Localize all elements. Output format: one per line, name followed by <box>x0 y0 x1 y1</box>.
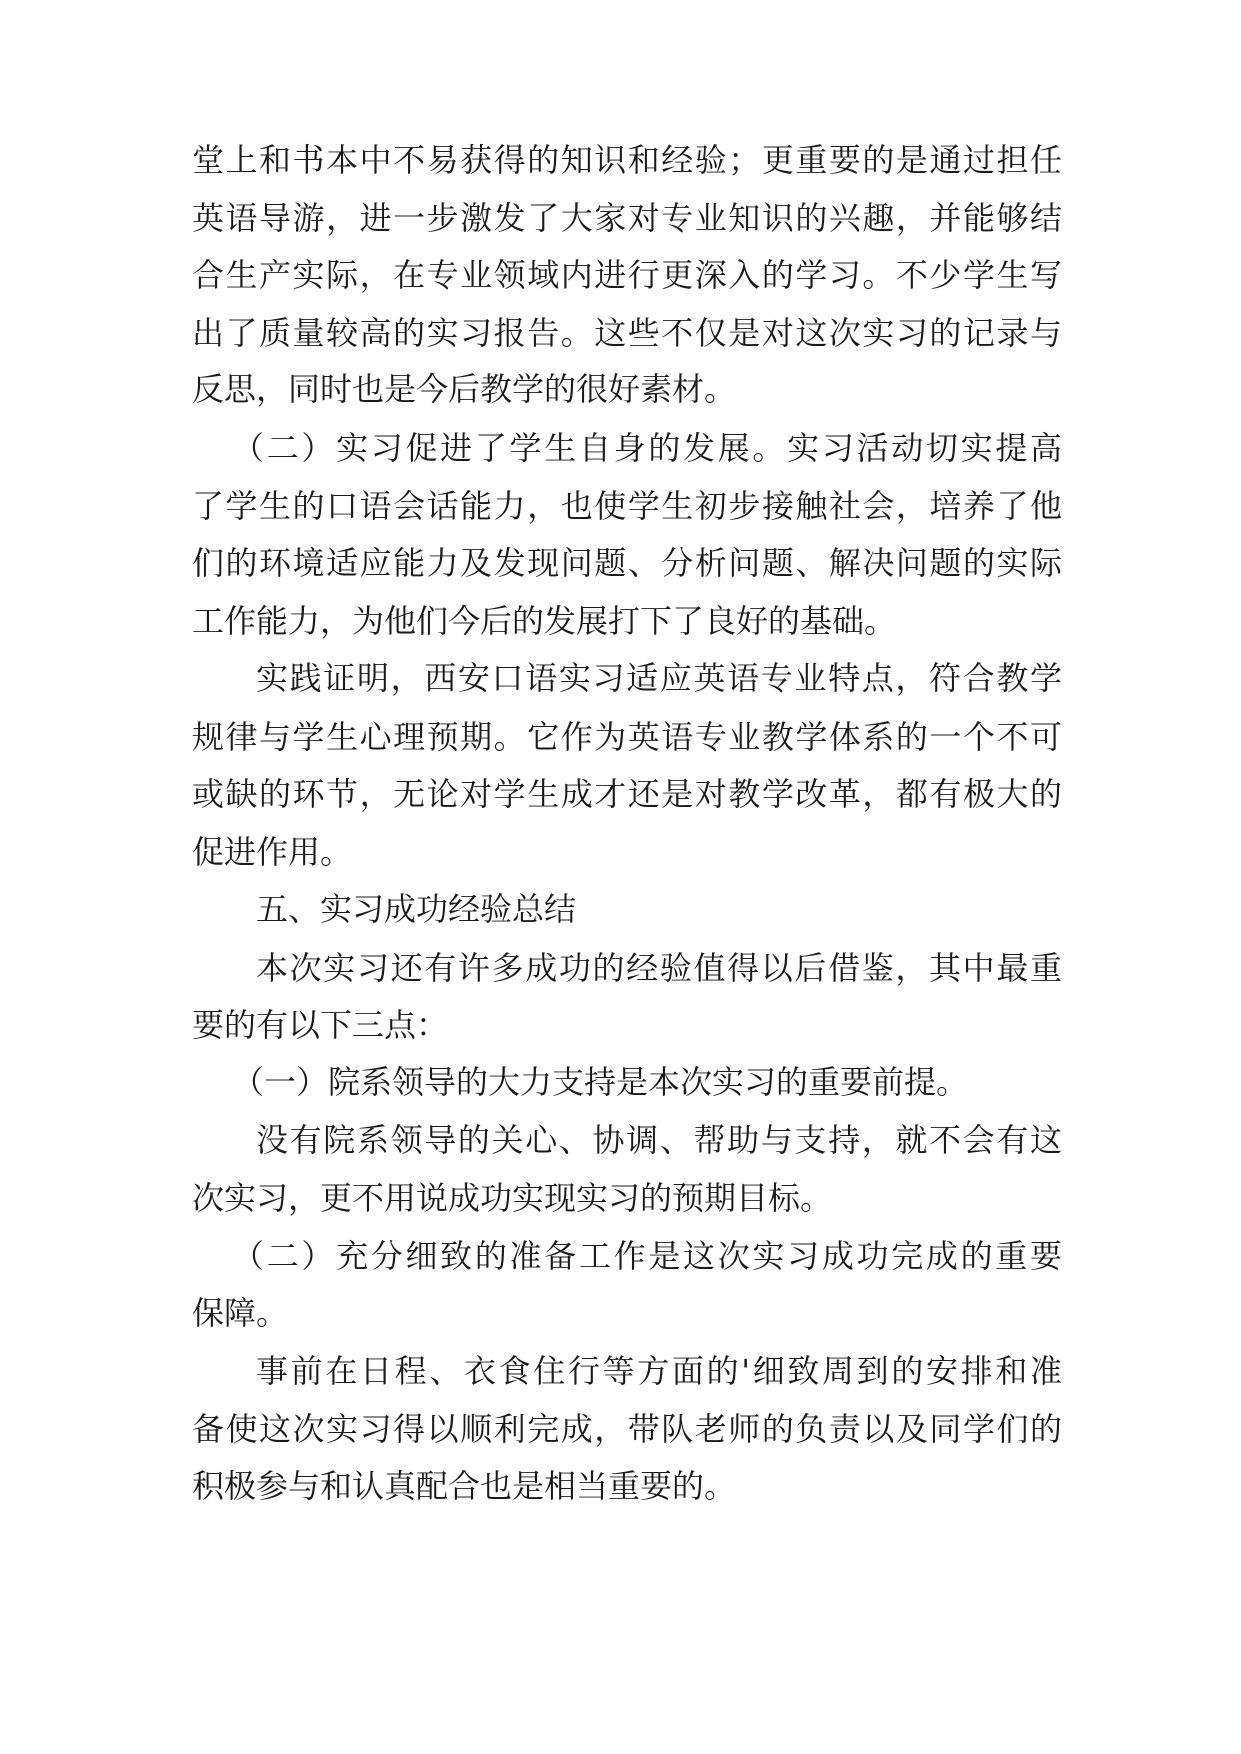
text-line: 英语导游，进一步激发了大家对专业知识的兴趣，并能够结 <box>192 199 1062 237</box>
text-line: 反思，同时也是今后教学的很好素材。 <box>192 370 737 408</box>
text-line: 次实习，更不用说成功实现实习的预期目标。 <box>192 1179 833 1217</box>
text-line: 积极参与和认真配合也是相当重要的。 <box>192 1467 737 1505</box>
text-line: 没有院系领导的关心、协调、帮助与支持，就不会有这 <box>256 1121 1062 1159</box>
text-line: 保障。 <box>192 1294 289 1332</box>
text-line: 规律与学生心理预期。它作为英语专业教学体系的一个不可 <box>192 718 1062 756</box>
text-line: 或缺的环节，无论对学生成才还是对教学改革，都有极大的 <box>192 775 1062 813</box>
text-line: 堂上和书本中不易获得的知识和经验；更重要的是通过担任 <box>192 141 1062 179</box>
text-line: （二）充分细致的准备工作是这次实习成功完成的重要 <box>232 1237 1062 1275</box>
text-line: 了学生的口语会话能力，也使学生初步接触社会，培养了他 <box>192 487 1062 525</box>
text-line: 要的有以下三点： <box>192 1006 449 1044</box>
text-line: 合生产实际，在专业领域内进行更深入的学习。不少学生写 <box>192 256 1062 294</box>
text-line: 出了质量较高的实习报告。这些不仅是对这次实习的记录与 <box>192 314 1062 352</box>
text-line: 们的环境适应能力及发现问题、分析问题、解决问题的实际 <box>192 544 1062 582</box>
text-line: （二）实习促进了学生自身的发展。实习活动切实提高 <box>232 429 1062 467</box>
text-line: 事前在日程、衣食住行等方面的'细致周到的安排和准 <box>256 1352 1062 1390</box>
section-heading: 五、实习成功经验总结 <box>256 890 577 928</box>
text-line: 实践证明，西安口语实习适应英语专业特点，符合教学 <box>256 659 1062 697</box>
text-line: 备使这次实习得以顺利完成，带队老师的负责以及同学们的 <box>192 1410 1062 1448</box>
text-line: 工作能力，为他们今后的发展打下了良好的基础。 <box>192 602 897 640</box>
text-line: 促进作用。 <box>192 833 353 871</box>
text-line: 本次实习还有许多成功的经验值得以后借鉴，其中最重 <box>256 949 1062 987</box>
text-line: （一）院系领导的大力支持是本次实习的重要前提。 <box>232 1063 969 1101</box>
